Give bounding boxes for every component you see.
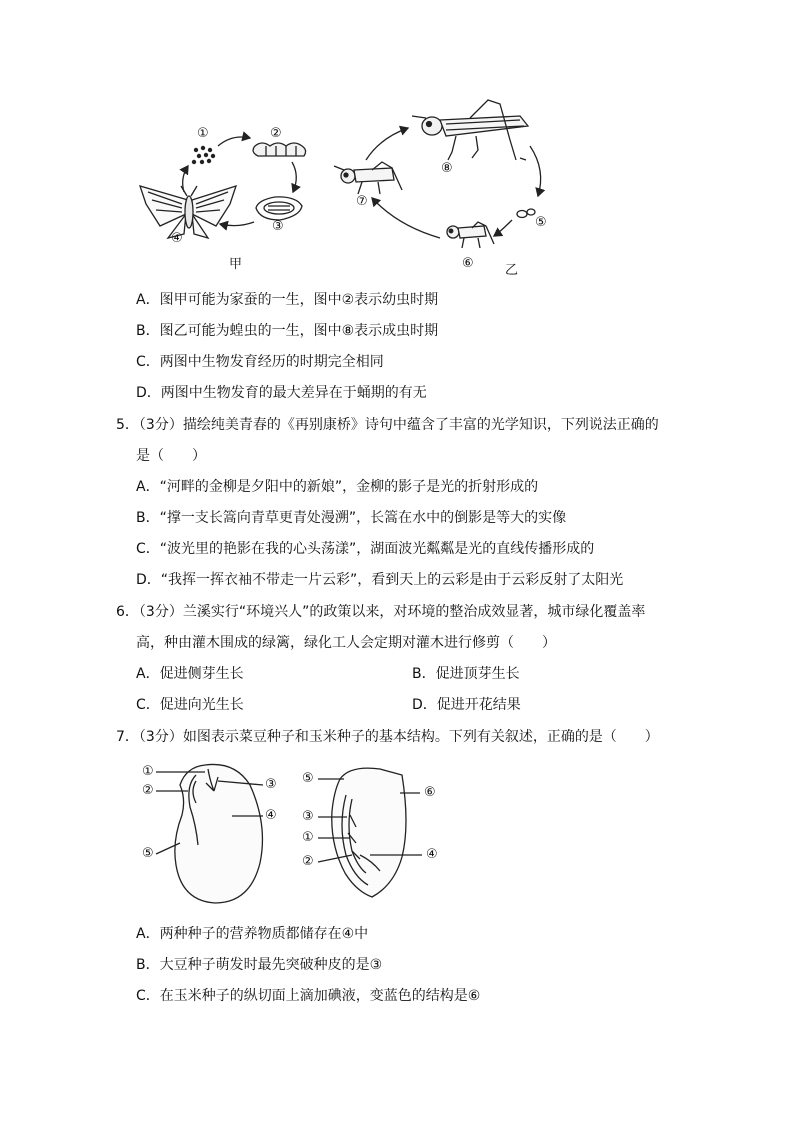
q5-option-c: C．“波光里的艳影在我的心头荡漾”，湖面波光粼粼是光的直线传播形成的: [136, 541, 595, 557]
corn-marker-3: ③: [302, 809, 314, 824]
q5-option-a: A．“河畔的金柳是夕阳中的新娘”，金柳的影子是光的折射形成的: [136, 479, 539, 495]
q6-option-c: C．促进向光生长: [136, 697, 244, 713]
marker-8: ⑧: [441, 161, 453, 176]
q5-option-d: D．“我挥一挥衣袖不带走一片云彩”，看到天上的云彩是由于云彩反射了太阳光: [136, 572, 624, 588]
adult-locust-icon: [412, 100, 528, 160]
bean-marker-4: ④: [265, 808, 277, 823]
q6-stem-line1: 6．（3分）兰溪实行“环境兴人”的政策以来，对环境的整治成效显著，城市绿化覆盖率: [116, 604, 646, 620]
seed-structure-figure: [0, 755, 794, 925]
q4-option-b: B．图乙可能为蝗虫的一生，图中⑧表示成虫时期: [136, 323, 439, 339]
moth-icon: [140, 186, 236, 238]
bean-marker-3: ③: [265, 777, 277, 792]
egg-cluster-icon: [192, 146, 215, 164]
marker-1: ①: [197, 126, 209, 141]
marker-4: ④: [171, 231, 183, 246]
corn-marker-2: ②: [302, 854, 314, 869]
bean-marker-5: ⑤: [142, 846, 154, 861]
marker-6: ⑥: [462, 256, 474, 271]
corn-marker-4: ④: [426, 847, 438, 862]
q7-option-a: A．两种种子的营养物质都储存在④中: [136, 926, 369, 942]
figure-label-yi: 乙: [505, 263, 519, 278]
corn-marker-1: ①: [302, 830, 314, 845]
bean-marker-2: ②: [142, 783, 154, 798]
bean-seed-icon: [156, 764, 263, 903]
q5-option-b: B．“撑一支长篙向青草更青处漫溯”，长篙在水中的倒影是等大的实像: [136, 510, 567, 526]
q7-option-c: C．在玉米种子的纵切面上滴加碘液，变蓝色的结构是⑥: [136, 988, 481, 1004]
q6-stem-line2: 高，种由灌木围成的绿篱，绿化工人会定期对灌木进行修剪（ ）: [136, 635, 556, 651]
locust-cycle: [334, 100, 541, 248]
q6-option-d: D．促进开花结果: [412, 697, 521, 713]
marker-7: ⑦: [356, 194, 368, 209]
q7-option-b: B．大豆种子萌发时最先突破种皮的是③: [136, 957, 383, 973]
bean-marker-1: ①: [142, 764, 154, 779]
q5-stem-line1: 5．（3分）描绘纯美青春的《再别康桥》诗句中蕴含了丰富的光学知识，下列说法正确的: [116, 417, 659, 433]
q6-option-b: B．促进顶芽生长: [412, 666, 520, 682]
larva-icon: [253, 143, 306, 156]
q7-stem: 7．（3分）如图表示菜豆种子和玉米种子的基本结构。下列有关叙述，正确的是（ ）: [116, 729, 659, 745]
marker-3: ③: [272, 219, 284, 234]
corn-marker-5: ⑤: [302, 771, 314, 786]
marker-2: ②: [270, 126, 282, 141]
pupa-cocoon-icon: [256, 197, 302, 220]
q5-stem-line2: 是（ ）: [136, 448, 206, 464]
corn-seed-icon: [318, 768, 422, 897]
marker-5: ⑤: [535, 215, 547, 230]
q4-option-d: D．两图中生物发育的最大差异在于蛹期的有无: [136, 385, 427, 401]
life-cycle-figure: [0, 0, 794, 290]
nymph-small-icon: [447, 222, 494, 248]
q4-option-c: C．两图中生物发育经历的时期完全相同: [136, 354, 384, 370]
q4-option-a: A．图甲可能为家蚕的一生，图中②表示幼虫时期: [136, 292, 439, 308]
locust-egg-icon: [517, 209, 535, 218]
q6-option-a: A．促进侧芽生长: [136, 666, 244, 682]
figure-label-jia: 甲: [229, 257, 243, 272]
nymph-large-icon: [334, 162, 402, 194]
corn-marker-6: ⑥: [424, 785, 436, 800]
